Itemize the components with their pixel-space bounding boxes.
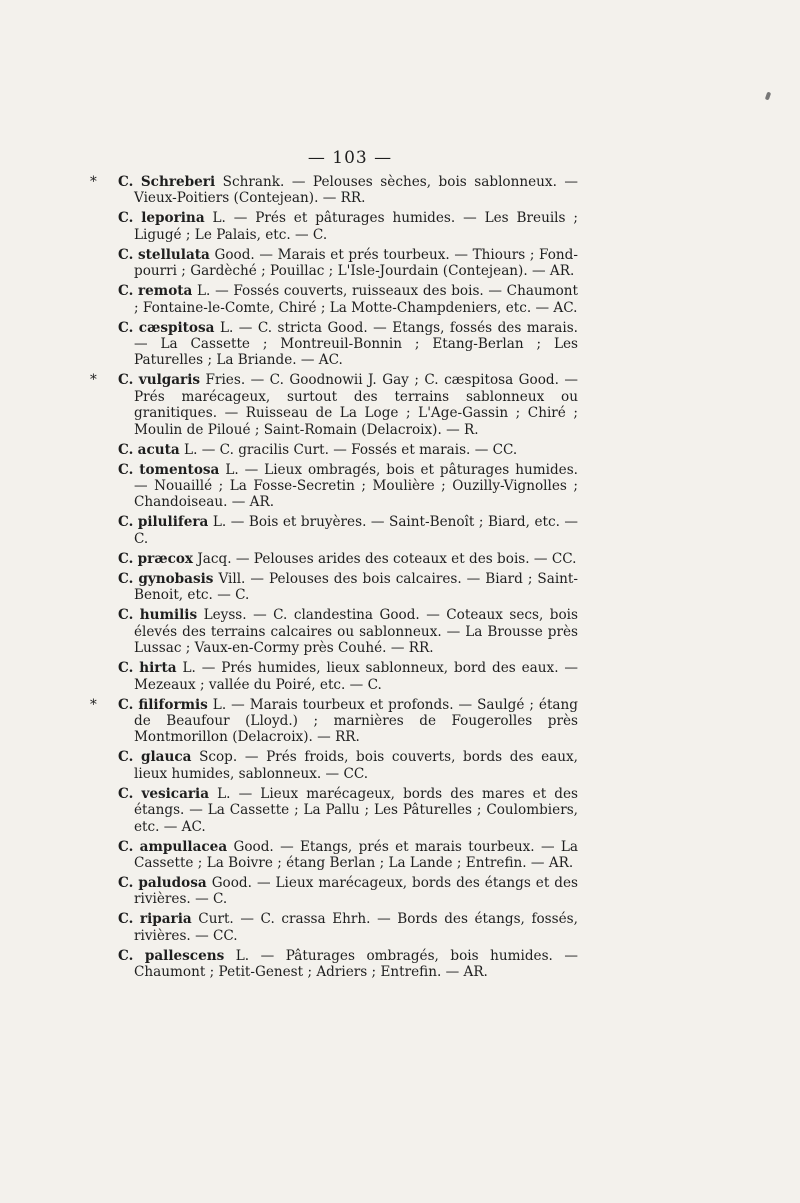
genus-abbrev: C. <box>118 785 134 802</box>
species-name: præcox <box>137 550 194 567</box>
habitat-localities: — Lieux marécageux, bords des étangs et des rivières. — C. <box>134 874 579 908</box>
species-entry <box>118 283 578 316</box>
species-entry <box>118 911 578 944</box>
habitat-localities: — Fossés couverts, ruisseaux des bois. — Chaumont ; Fontaine-le-Comte, Chiré ; La Motte-Champdeniers, etc. — AC. <box>134 283 578 316</box>
species-name: filiformis <box>138 696 208 713</box>
habitat-localities: — Pâturages ombragés, bois humides. — Chaumont ; Petit-Genest ; Adriers ; Entrefin. — AR. <box>134 947 578 981</box>
species-author: Vill. <box>218 570 246 587</box>
page-speck <box>765 92 771 101</box>
species-entry <box>118 210 578 243</box>
species-author: L. <box>225 461 239 478</box>
species-name: pilulifera <box>137 514 209 531</box>
habitat-localities: — Marais et prés tourbeux. — Thiours ; Fond-pourri ; Gardèché ; Pouillac ; L'Isle-Jourdain (Contejean). — AR. <box>134 246 578 280</box>
genus-abbrev: C. <box>118 319 134 336</box>
species-author: Leyss. <box>203 607 247 624</box>
species-entry: * C. vulgaris Fries. — C. Goodnowii J. Gay ; C. cæspitosa Good. — Prés marécageux, surtout des terrains sablonneux ou granitiques. — Ruisseau de La Loge ; L'Age-Gassin ; Chiré ; Moulin de Piloué ; Saint-Romain (Delacroix). — R. <box>90 372 578 438</box>
habitat-localities: — Pelouses sèches, bois sablonneux. — Vieux-Poitiers (Contejean). — RR. <box>134 174 579 207</box>
species-entry <box>118 660 578 693</box>
species-author: L. <box>212 696 227 713</box>
species-name: stellulata <box>137 246 210 263</box>
habitat-localities: — C. gracilis Curt. — Fossés et marais. — CC. <box>201 441 518 458</box>
genus-abbrev: C. <box>118 372 134 389</box>
genus-abbrev: C. <box>118 514 134 531</box>
habitat-localities: — Pelouses des bois calcaires. — Biard ; Saint-Benoit, etc. — C. <box>134 570 578 604</box>
genus-abbrev: C. <box>118 749 134 766</box>
species-author: Jacq. <box>197 550 232 567</box>
habitat-localities: — Lieux ombragés, bois et pâturages humides. — Nouaillé ; La Fosse-Secretin ; Moulière ; Ouzilly-Vignolles ; Chandoiseau. — AR. <box>134 461 578 511</box>
genus-abbrev: C. <box>118 660 134 677</box>
habitat-localities: — Prés et pâturages humides. — Les Breuils ; Ligugé ; Le Palais, etc. — C. <box>134 210 578 243</box>
genus-abbrev: C. <box>118 696 134 713</box>
species-author: L. <box>217 785 231 802</box>
genus-abbrev: C. <box>118 461 134 478</box>
genus-abbrev: C. <box>118 246 134 263</box>
species-author: Fries. <box>205 372 246 389</box>
species-list <box>90 174 579 984</box>
genus-abbrev: C. <box>118 210 134 227</box>
genus-abbrev: C. <box>118 174 134 190</box>
species-name: pallescens <box>144 947 225 964</box>
species-name: tomentosa <box>139 461 220 478</box>
species-name: vesicaria <box>141 785 210 802</box>
species-entry <box>118 247 578 280</box>
species-name: hirta <box>139 660 177 677</box>
species-entry <box>118 607 578 656</box>
species-author: Good. <box>233 838 274 855</box>
species-author: L. <box>235 947 250 964</box>
species-name: cæspitosa <box>138 319 215 336</box>
species-name: humilis <box>139 607 198 624</box>
habitat-localities: — Lieux marécageux, bords des mares et des étangs. — La Cassette ; La Pallu ; Les Pâturelles ; Coulombiers, etc. — AC. <box>134 785 579 835</box>
species-entry <box>118 948 578 981</box>
species-entry: * C. filiformis L. — Marais tourbeux et profonds. — Saulgé ; étang de Beaufour (Lloyd.) ; marnières de Fougerolles près Montmorillon (Delacroix). — RR. <box>90 696 578 746</box>
species-entry <box>118 442 578 458</box>
species-name: glauca <box>140 749 192 766</box>
species-entry: * C. Schreberi Schrank. — Pelouses sèches, bois sablonneux. — Vieux-Poitiers (Contejean). — RR. <box>90 174 579 207</box>
habitat-localities: — Etangs, prés et marais tourbeux. — La Cassette ; La Boivre ; étang Berlan ; La Lande ; Entrefin. — AR. <box>134 838 579 871</box>
species-author: Good. <box>214 246 255 263</box>
genus-abbrev: C. <box>118 550 134 567</box>
species-author: L. <box>197 283 211 300</box>
species-name: Schreberi <box>140 174 216 190</box>
species-name: leporina <box>141 210 205 227</box>
genus-abbrev: C. <box>118 947 134 964</box>
genus-abbrev: C. <box>118 441 134 458</box>
habitat-localities: — Marais tourbeux et profonds. — Saulgé ; étang de Beaufour (Lloyd.) ; marnières de Fougerolles près Montmorillon (Delacroix). — RR. <box>134 696 578 746</box>
species-name: remota <box>138 283 193 300</box>
species-name: vulgaris <box>138 372 201 389</box>
habitat-localities: — Prés froids, bois couverts, bords des eaux, lieux humides, sablonneux. — CC. <box>134 749 578 782</box>
genus-abbrev: C. <box>118 607 134 624</box>
habitat-localities: — Bois et bruyères. — Saint-Benoît ; Biard, etc. — C. <box>134 514 578 547</box>
species-author: Curt. <box>198 911 234 928</box>
species-entry <box>118 875 578 908</box>
species-entry <box>118 749 578 782</box>
species-name: gynobasis <box>138 570 214 587</box>
habitat-localities: — Prés humides, lieux sablonneux, bord des eaux. — Mezeaux ; vallée du Poiré, etc. — C. <box>134 660 579 693</box>
species-author: L. <box>182 660 196 677</box>
habitat-localities: — C. stricta Good. — Etangs, fossés des marais. — La Cassette ; Montreuil-Bonnin ; Etang-Berlan ; Les Paturelles ; La Briande. — AC. <box>134 319 578 369</box>
species-author: Scop. <box>199 749 238 766</box>
species-entry <box>118 514 578 547</box>
species-name: paludosa <box>138 874 207 891</box>
genus-abbrev: C. <box>118 911 134 928</box>
genus-abbrev: C. <box>118 838 134 855</box>
habitat-localities: — C. crassa Ehrh. — Bords des étangs, fossés, rivières. — CC. <box>134 911 578 944</box>
species-entry <box>118 839 578 872</box>
page-number: — 103 — <box>307 148 393 168</box>
species-entry <box>118 320 578 369</box>
species-author: L. <box>219 319 234 336</box>
species-name: ampullacea <box>139 838 228 855</box>
species-author: L. <box>184 441 198 458</box>
species-name: acuta <box>137 441 180 458</box>
species-entry <box>118 551 578 567</box>
species-entry <box>118 571 578 604</box>
species-author: L. <box>212 514 227 531</box>
genus-abbrev: C. <box>118 570 134 587</box>
species-author: Good. <box>211 874 252 891</box>
species-name: riparia <box>139 911 192 928</box>
habitat-localities: — C. Goodnowii J. Gay ; C. cæspitosa Good. — Prés marécageux, surtout des terrains sablonneux ou granitiques. — Ruisseau de La Loge ; L'Age-Gassin ; Chiré ; Moulin de Piloué ; Saint-Romain (Delacroix). — R. <box>134 372 578 438</box>
species-entry <box>118 786 578 835</box>
genus-abbrev: C. <box>118 283 134 300</box>
habitat-localities: — C. clandestina Good. — Coteaux secs, bois élevés des terrains calcaires ou sablonneux. — La Brousse près Lussac ; Vaux-en-Cormy près Couhé. — RR. <box>134 607 578 657</box>
species-entry <box>118 462 578 511</box>
species-author: L. <box>212 210 226 227</box>
habitat-localities: — Pelouses arides des coteaux et des bois. — CC. <box>235 550 577 567</box>
species-author: Schrank. <box>222 174 285 190</box>
genus-abbrev: C. <box>118 874 134 891</box>
